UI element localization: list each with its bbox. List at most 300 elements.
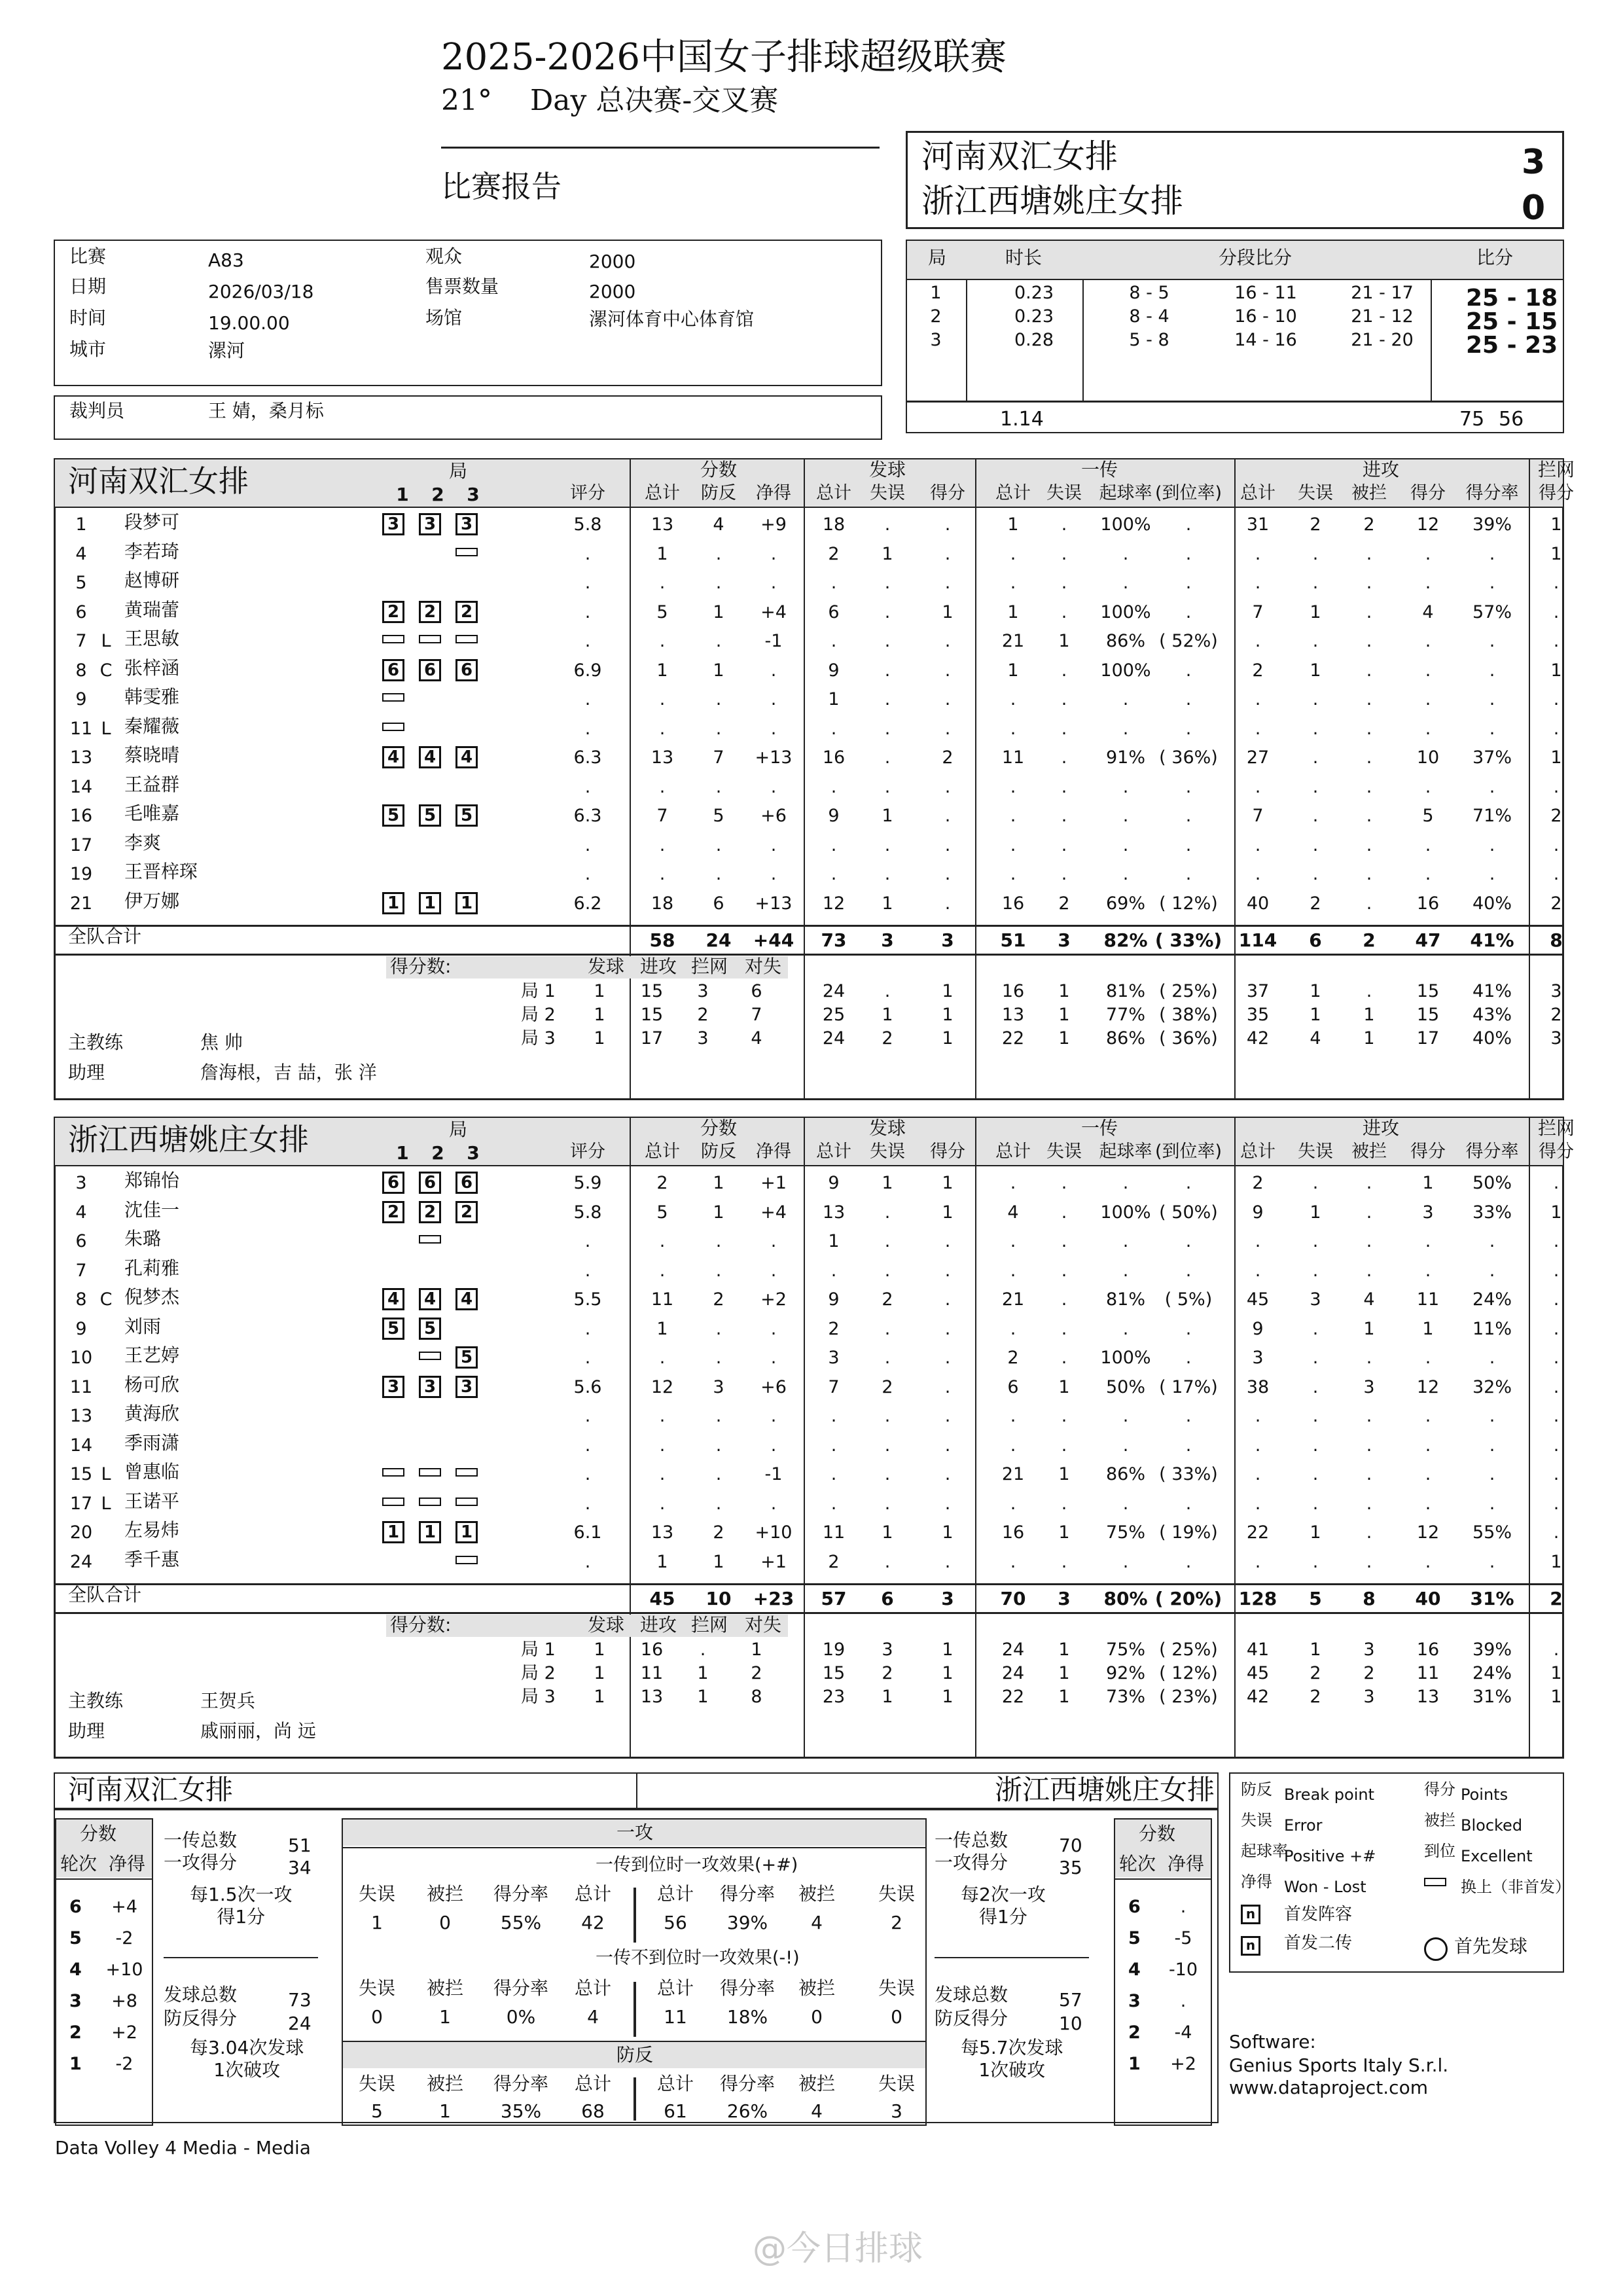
col-head: 得分率: [1465, 483, 1519, 503]
stat: .: [1312, 864, 1319, 884]
player-number: 24: [69, 1551, 93, 1572]
stat: 1: [713, 1173, 724, 1193]
mid-value: 39%: [726, 1912, 768, 1933]
stat: .: [1185, 1318, 1192, 1339]
stat: .: [1366, 1202, 1372, 1223]
stat: 11%: [1472, 1318, 1512, 1339]
stat: .: [1010, 1435, 1016, 1456]
player-number: 14: [69, 1435, 93, 1456]
stat: .: [1010, 1173, 1016, 1193]
total-duration: 1.14: [1000, 408, 1044, 431]
bd-points: 16: [640, 1640, 664, 1660]
bd-head: 发球: [587, 1614, 624, 1636]
stat: +6: [760, 1376, 787, 1397]
starting-position: [455, 1376, 478, 1398]
stat: .: [770, 1406, 777, 1426]
starting-position: [382, 892, 404, 914]
col-head: 得分: [930, 1141, 965, 1162]
stat: 11: [822, 1522, 846, 1543]
stat: .: [1553, 718, 1560, 739]
bd-stat: 45: [1246, 1663, 1270, 1683]
away-summary-c: 57: [1059, 1989, 1082, 2011]
assistants: 詹海根，吉 喆，张 洋: [200, 1062, 377, 1083]
mid-head: 总计: [574, 2073, 611, 2094]
set-number: 3: [930, 330, 942, 350]
total-stat: 47: [1415, 929, 1441, 951]
bd-stat: 24%: [1472, 1663, 1512, 1683]
stat: .: [1425, 1406, 1431, 1426]
stat: 55%: [1472, 1522, 1512, 1543]
stat: .: [1489, 1493, 1495, 1514]
player-name: 张梓涵: [124, 656, 180, 679]
bd-head: 对失: [744, 956, 781, 977]
stat: 2: [1252, 1173, 1264, 1193]
stat: .: [830, 631, 837, 651]
stat: -1: [764, 631, 783, 651]
col-head: 总计: [1240, 1141, 1275, 1162]
mid-value: 18%: [726, 2006, 768, 2028]
stat: .: [715, 631, 722, 651]
stat: .: [1122, 1493, 1129, 1514]
position-number: 6: [460, 660, 473, 680]
rotation: 6: [69, 1897, 82, 1917]
bd-points: 1: [697, 1687, 709, 1707]
bd-stat: 1: [1058, 1640, 1070, 1660]
stat: .: [944, 1289, 951, 1310]
position-number: 5: [460, 1348, 473, 1367]
player-name: 王诺平: [124, 1490, 180, 1512]
position-number: 4: [423, 747, 437, 767]
stat: 1: [656, 1551, 668, 1572]
stat: 91%: [1105, 747, 1145, 768]
stat: .: [884, 718, 891, 739]
col-head: 失误: [1298, 1141, 1333, 1162]
stat: .: [884, 514, 891, 535]
starting-position: [382, 1288, 404, 1310]
stat: .: [1425, 1551, 1431, 1572]
head-points: 分数: [700, 1117, 737, 1139]
stat: .: [1425, 864, 1431, 884]
stat: 5: [656, 1202, 668, 1223]
stat: ( 36%): [1159, 747, 1218, 768]
stat: .: [584, 776, 591, 797]
bd-stat: .: [1553, 1640, 1560, 1660]
bd-stat: 3: [882, 1640, 893, 1660]
set-duration: 0.28: [1014, 330, 1054, 350]
stat: .: [1366, 834, 1372, 855]
stat: 40%: [1472, 893, 1512, 914]
position-number: 3: [423, 1376, 437, 1397]
bd-stat: 2: [1310, 1663, 1321, 1683]
stat: 16: [1001, 1522, 1025, 1543]
stat: .: [884, 1318, 891, 1339]
bd-stat: 1: [942, 1663, 954, 1683]
stat: .: [1366, 573, 1372, 593]
stat: .: [1010, 864, 1016, 884]
bd-stat: 22: [1001, 1028, 1025, 1049]
player-name: 朱璐: [124, 1228, 162, 1249]
stat: .: [1553, 1435, 1560, 1456]
player-name: 左易炜: [124, 1519, 180, 1541]
stat: .: [1185, 1406, 1192, 1426]
sub-marker: [419, 635, 441, 643]
rotation-net: -2: [115, 2054, 134, 2074]
position-number: 4: [460, 1289, 473, 1309]
total-stat: 114: [1238, 929, 1277, 951]
total-stat: 3: [881, 929, 894, 951]
stat: .: [1366, 1173, 1372, 1193]
stat: 1: [1058, 631, 1070, 651]
player-name: 曾惠临: [124, 1461, 180, 1482]
bd-stat: 1: [942, 1687, 954, 1707]
stat: 12: [651, 1376, 674, 1397]
sets-head-score: 比分: [1476, 247, 1514, 268]
stat: .: [584, 1435, 591, 1456]
rotation-net: -10: [1168, 1960, 1198, 1980]
partial-16: 14 - 16: [1234, 330, 1297, 350]
mid-head: 失误: [358, 1883, 395, 1905]
stat: 9: [828, 1173, 840, 1193]
total-stat: 57: [821, 1588, 847, 1609]
stat: .: [1553, 1173, 1560, 1193]
mid-head: 失误: [358, 1977, 395, 1999]
player-number: 11: [69, 1376, 93, 1397]
bd-stat: 41%: [1472, 981, 1512, 1001]
player-name: 黄海欣: [124, 1403, 180, 1424]
position-number: 6: [387, 1173, 400, 1193]
stat: 2: [713, 1522, 724, 1543]
mid-value: 5: [371, 2100, 383, 2122]
legend-n: n: [1245, 1906, 1256, 1922]
bd-stat: 3: [1363, 1640, 1375, 1660]
stat: .: [1122, 1260, 1129, 1281]
stat: .: [1366, 660, 1372, 681]
coach-label: 主教练: [68, 1690, 124, 1712]
stat: .: [1312, 689, 1319, 709]
divider: [164, 1957, 318, 1958]
stat: .: [1425, 631, 1431, 651]
bd-stat: 2: [882, 1028, 893, 1049]
stat: 1: [713, 601, 724, 622]
mid-head: 失误: [878, 1883, 915, 1905]
stat: 11: [1416, 1289, 1440, 1310]
mid-head: 被拦: [798, 1977, 835, 1999]
stat: 18: [651, 893, 674, 914]
stat: 1: [1422, 1173, 1434, 1193]
stat: 100%: [1100, 660, 1151, 681]
stat: .: [1185, 689, 1192, 709]
set-numbers: [385, 1144, 491, 1162]
bd-stat: 15: [1416, 981, 1440, 1001]
player-name: 王晋梓琛: [124, 861, 198, 882]
col-head: 总计: [645, 1141, 680, 1162]
set-numbers: [385, 486, 491, 504]
stat: 7: [1252, 806, 1264, 826]
bd-points: 1: [594, 1028, 605, 1049]
stat: 1: [1310, 1522, 1321, 1543]
stat: -1: [764, 1464, 783, 1484]
stat: .: [830, 1435, 837, 1456]
stat: .: [1366, 1260, 1372, 1281]
stat: .: [659, 864, 666, 884]
match-date: 2026/03/18: [208, 281, 314, 302]
stat: .: [830, 573, 837, 593]
stat: .: [1255, 1551, 1261, 1572]
position-number: 2: [460, 1202, 473, 1222]
legend-desc: 换上（非首发）: [1461, 1878, 1571, 1896]
stat: .: [1425, 1231, 1431, 1251]
rotation: 1: [1128, 2054, 1141, 2074]
stat: .: [1185, 1493, 1192, 1514]
stat: 2: [882, 1289, 893, 1310]
total-stat: 45: [649, 1588, 675, 1609]
stat: .: [715, 1435, 722, 1456]
stat: .: [1312, 718, 1319, 739]
bd-stat: 75%: [1105, 1640, 1145, 1660]
stat: .: [1061, 514, 1067, 535]
stat: +10: [755, 1522, 793, 1543]
bd-stat: 1: [1058, 1663, 1070, 1683]
stat: 1: [656, 660, 668, 681]
rotation-net: +2: [1170, 2054, 1196, 2074]
head-set: 局: [448, 460, 467, 482]
mid-head: 得分率: [493, 1977, 548, 1999]
referees: 王 婧，桑月标: [208, 400, 324, 422]
mid-sep: [633, 1888, 636, 1943]
software-vendor: Genius Sports Italy S.r.l.: [1229, 2054, 1449, 2076]
bd-stat: 16: [1001, 981, 1025, 1001]
player-name: 伊万娜: [124, 889, 180, 912]
bd-stat: 2: [882, 1663, 893, 1683]
stat: .: [1366, 806, 1372, 826]
stat: .: [1425, 573, 1431, 593]
player-name: 季雨潇: [124, 1431, 180, 1454]
total-stat: 6: [1309, 929, 1322, 951]
stat: .: [1061, 834, 1067, 855]
player-name: 季千惠: [124, 1548, 180, 1570]
rotation-net: -4: [1174, 2022, 1192, 2043]
divider: [54, 1165, 1564, 1166]
bd-stat: 17: [1416, 1028, 1440, 1049]
col-head: 得分: [1539, 1141, 1574, 1162]
stat: .: [944, 573, 951, 593]
mid-value: 3: [891, 2100, 902, 2122]
bd-stat: 24: [1001, 1663, 1025, 1683]
set-num: 1: [396, 484, 409, 505]
divider: [54, 954, 1564, 956]
audience: 2000: [589, 251, 636, 272]
stat: .: [1061, 1551, 1067, 1572]
home-summary-b: 34: [288, 1857, 312, 1878]
stat: .: [1010, 689, 1016, 709]
divider: [54, 1583, 1564, 1585]
stat: .: [1061, 1406, 1067, 1426]
assistant-label: 助理: [68, 1720, 105, 1742]
player-number: 8: [75, 660, 87, 681]
bd-stat: 24: [1001, 1640, 1025, 1660]
stat: 2: [828, 543, 840, 564]
stat: .: [1366, 864, 1372, 884]
sets-head-duration: 时长: [1005, 247, 1043, 268]
mid-value: 68: [581, 2100, 605, 2122]
stat: 6: [828, 601, 840, 622]
mid-value: 35%: [500, 2100, 542, 2122]
stat: .: [944, 1551, 951, 1572]
starting-position: [382, 601, 404, 623]
legend-desc: Blocked: [1461, 1816, 1523, 1835]
rotation-net: +2: [111, 2022, 137, 2043]
set-num: 2: [431, 484, 444, 505]
stat: 5.6: [573, 1376, 602, 1397]
stat: 18: [822, 514, 846, 535]
player-name: 孔莉雅: [124, 1257, 180, 1279]
player-name: 李若琦: [124, 540, 180, 562]
bd-stat: 15: [1416, 1005, 1440, 1025]
rotation-net: -5: [1174, 1928, 1192, 1948]
stat: .: [1061, 1260, 1067, 1281]
rotation: 3: [1128, 1991, 1141, 2011]
stat: .: [584, 1493, 591, 1514]
stat: .: [770, 834, 777, 855]
stat: .: [944, 1435, 951, 1456]
stat: 9: [828, 1289, 840, 1310]
stat: .: [1312, 631, 1319, 651]
stat: .: [884, 1348, 891, 1368]
match-city: 漯河: [208, 340, 245, 361]
stat: .: [1553, 776, 1560, 797]
player-number: 11: [69, 718, 93, 739]
stat: 2: [1058, 893, 1070, 914]
legend-desc: Positive +#: [1284, 1847, 1376, 1865]
player-name: 王思敏: [124, 628, 180, 649]
col-head: 总计: [645, 483, 680, 503]
rotation: 3: [69, 1991, 82, 2011]
col-head: 失误: [870, 1141, 905, 1162]
stat: .: [1425, 1435, 1431, 1456]
position-number: 1: [423, 893, 437, 913]
stat: +1: [760, 1551, 787, 1572]
bd-stat: 24: [822, 1028, 846, 1049]
col-head: 失误: [1046, 483, 1082, 503]
stat: 50%: [1105, 1376, 1145, 1397]
bd-stat: 1: [1363, 1005, 1375, 1025]
player-name: 李爽: [124, 831, 162, 853]
bd-stat: 1: [1310, 1640, 1321, 1660]
partial-21: 21 - 20: [1351, 330, 1414, 350]
rotation: 5: [1128, 1928, 1141, 1948]
rotation-net: .: [1180, 1897, 1186, 1917]
bd-stat: 2: [1363, 1663, 1375, 1683]
col-head: 被拦: [1351, 1141, 1387, 1162]
stat: .: [1061, 601, 1067, 622]
rotation: 4: [1128, 1960, 1141, 1980]
position-number: 3: [423, 514, 437, 534]
mid-value: 1: [371, 1912, 383, 1933]
stat: .: [1312, 1348, 1319, 1368]
starting-position: [419, 892, 441, 914]
mid-head: 总计: [656, 2073, 694, 2094]
mid-value: 56: [664, 1912, 687, 1933]
stat: .: [1122, 543, 1129, 564]
mid-value: 11: [664, 2006, 687, 2028]
stat: .: [1366, 1231, 1372, 1251]
away-summary-d: 10: [1059, 2013, 1082, 2034]
mid-head: 得分率: [719, 1977, 775, 1999]
player-number: 4: [75, 1202, 87, 1223]
bd-points: 1: [594, 1687, 605, 1707]
starting-position: [419, 1318, 441, 1340]
stat: .: [1122, 1173, 1129, 1193]
rotation-net: +4: [111, 1897, 137, 1917]
player-name: 杨可欣: [124, 1373, 180, 1395]
home-summary-d-label: 防反得分: [164, 2007, 238, 2029]
bd-stat: 1: [942, 1028, 954, 1049]
stat: .: [1010, 1406, 1016, 1426]
stat: 1: [1550, 660, 1562, 681]
label-time: 时间: [69, 307, 107, 329]
stat: .: [1185, 864, 1192, 884]
player-number: 9: [75, 689, 87, 709]
mid-head: 被拦: [798, 2073, 835, 2094]
player-role: L: [101, 631, 111, 651]
total-stat: 8: [1550, 929, 1563, 951]
bd-stat: 41: [1246, 1640, 1270, 1660]
stat: 3: [1310, 1289, 1321, 1310]
rotation: 2: [1128, 2022, 1141, 2043]
player-name: 赵博研: [124, 569, 180, 591]
stat: +9: [760, 514, 787, 535]
stat: .: [659, 1464, 666, 1484]
bd-stat: 3: [1363, 1687, 1375, 1707]
stat: .: [830, 1406, 837, 1426]
col-head: 防反: [701, 1141, 736, 1162]
stat: .: [1425, 1348, 1431, 1368]
mid-value: 0: [439, 1912, 451, 1933]
total-stat: 3: [1058, 1588, 1071, 1609]
mid-value: 55%: [500, 1912, 542, 1933]
set-label: 局 3: [521, 1028, 556, 1049]
stat: 1: [1058, 1376, 1070, 1397]
stat: .: [1489, 689, 1495, 709]
bd-points: 1: [594, 1663, 605, 1683]
set-score: 25 - 15: [1466, 308, 1558, 335]
sub-marker: [382, 723, 404, 731]
total-stat: +44: [753, 929, 794, 951]
stat: 27: [1246, 747, 1270, 768]
stat: .: [1366, 1406, 1372, 1426]
legend-setter-square: [1241, 1936, 1260, 1956]
stat: .: [715, 573, 722, 593]
legend-desc: Error: [1284, 1816, 1323, 1835]
bd-stat: 13: [1001, 1005, 1025, 1025]
stat: .: [1489, 1551, 1495, 1572]
partial-8: 8 - 4: [1129, 306, 1169, 327]
stat: .: [1312, 1406, 1319, 1426]
stat: .: [1553, 1522, 1560, 1543]
stat: 1: [1422, 1318, 1434, 1339]
bd-points: 1: [751, 1640, 762, 1660]
stat: .: [1122, 689, 1129, 709]
stat: .: [1425, 718, 1431, 739]
position-number: 4: [387, 1289, 400, 1309]
stat: .: [1553, 631, 1560, 651]
stat: .: [770, 689, 777, 709]
stat: .: [715, 1260, 722, 1281]
stat: +2: [760, 1289, 787, 1310]
bd-points: 8: [751, 1687, 762, 1707]
divider: [54, 507, 1564, 508]
stat: .: [1489, 776, 1495, 797]
